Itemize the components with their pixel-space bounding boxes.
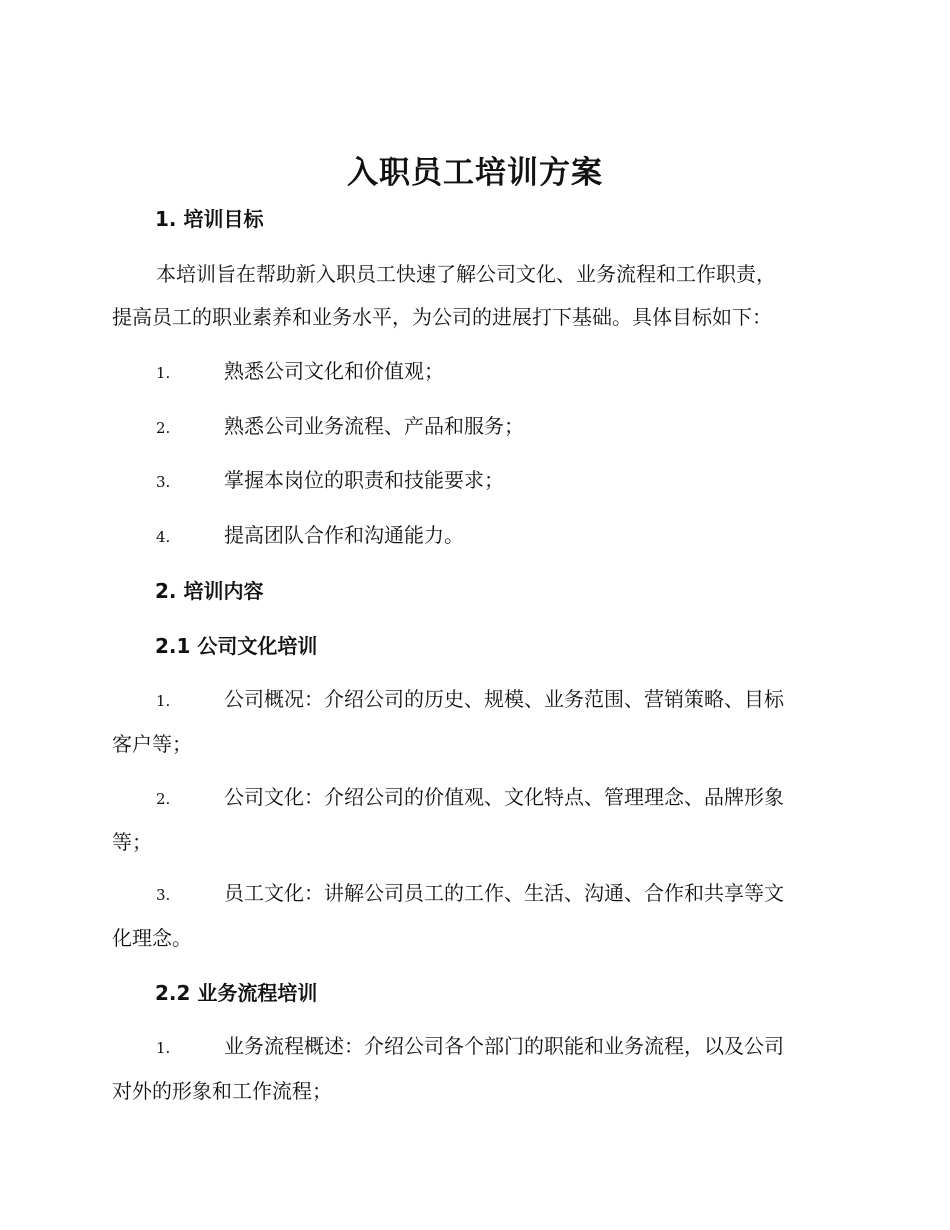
goals-intro-paragraph	[112, 253, 832, 339]
intro-line-2: 提高员工的职业素养和业务水平，为公司的进展打下基础。具体目标如下：	[112, 305, 772, 329]
list-number: 4.	[156, 528, 171, 546]
list-text-continued: 对外的形象和工作流程；	[112, 1079, 332, 1103]
list-text: 熟悉公司业务流程、产品和服务；	[224, 414, 524, 438]
list-item	[112, 350, 832, 395]
section-heading-goals: 1. 培训目标	[155, 207, 264, 231]
list-text: 熟悉公司文化和价值观；	[224, 359, 444, 383]
list-item	[112, 776, 832, 864]
list-text: 业务流程概述：介绍公司各个部门的职能和业务流程，以及公司	[224, 1034, 784, 1058]
list-item	[112, 514, 832, 559]
list-text: 提高团队合作和沟通能力。	[224, 523, 464, 547]
intro-line-1: 本培训旨在帮助新入职员工快速了解公司文化、业务流程和工作职责，	[156, 262, 776, 286]
subsection-heading-culture: 2.1 公司文化培训	[155, 634, 318, 658]
list-item	[112, 405, 832, 450]
list-text-continued: 等；	[112, 830, 152, 854]
list-number: 1.	[156, 364, 171, 382]
list-text: 掌握本岗位的职责和技能要求；	[224, 468, 504, 492]
list-number: 1.	[156, 692, 171, 710]
list-text: 员工文化：讲解公司员工的工作、生活、沟通、合作和共享等文	[224, 881, 784, 905]
list-number: 1.	[156, 1039, 171, 1057]
list-text-continued: 化理念。	[112, 926, 192, 950]
list-text-continued: 客户等；	[112, 732, 192, 756]
section-heading-content: 2. 培训内容	[155, 579, 264, 603]
list-item	[112, 1025, 832, 1113]
list-number: 3.	[156, 473, 171, 491]
subsection-heading-process: 2.2 业务流程培训	[155, 981, 318, 1005]
list-text: 公司文化：介绍公司的价值观、文化特点、管理理念、品牌形象	[224, 785, 784, 809]
list-number: 3.	[156, 886, 171, 904]
list-item	[112, 872, 832, 960]
list-number: 2.	[156, 790, 171, 808]
list-text: 公司概况：介绍公司的历史、规模、业务范围、营销策略、目标	[224, 687, 784, 711]
list-number: 2.	[156, 419, 171, 437]
list-item	[112, 459, 832, 504]
document-title: 入职员工培训方案	[347, 155, 603, 191]
list-item	[112, 678, 832, 766]
